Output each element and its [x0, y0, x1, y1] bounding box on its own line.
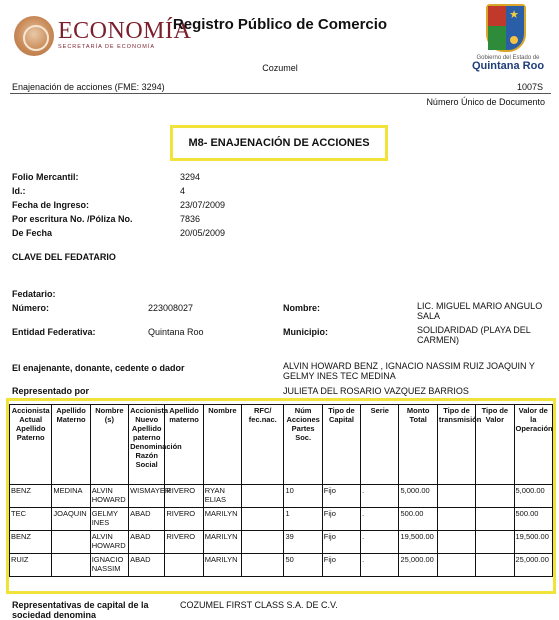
- col-header: Accionista Nuevo Apellido paterno Denominación Razón Social: [129, 405, 165, 485]
- fecha-value: 20/05/2009: [180, 228, 226, 238]
- representativas-label: Representativas de capital de la sociedad denomina: [12, 600, 149, 620]
- fedatario-label: Fedatario:: [12, 289, 56, 299]
- org-name: ECONOMÍA: [58, 18, 192, 44]
- table-cell: [165, 554, 203, 577]
- document-number: 1007S: [516, 82, 543, 92]
- table-cell: ABAD: [129, 508, 165, 531]
- table-cell: MARILYN: [203, 508, 241, 531]
- table-cell: [476, 554, 514, 577]
- escritura-value: 7836: [180, 214, 201, 224]
- col-header: Valor de la Operación: [514, 405, 552, 485]
- representativas-value: COZUMEL FIRST CLASS S.A. DE C.V.: [180, 600, 338, 610]
- table-cell: ALVIN HOWARD: [90, 531, 128, 554]
- table-cell: [242, 531, 284, 554]
- col-header: RFC/ fec.nac.: [242, 405, 284, 485]
- clave-fedatario-label: CLAVE DEL FEDATARIO: [12, 252, 116, 262]
- table-cell: 10: [284, 485, 322, 508]
- table-cell: [242, 554, 284, 577]
- table-cell: RYAN ELIAS: [203, 485, 241, 508]
- gov-label: Gobierno del Estado de: [476, 55, 540, 61]
- escritura-label: Por escritura No. /Póliza No.: [12, 214, 133, 224]
- municipio-value: SOLIDARIDAD (PLAYA DEL CARMEN): [417, 325, 531, 345]
- table-header-row: [10, 405, 553, 485]
- table-cell: BENZ: [10, 531, 52, 554]
- table-body: [10, 485, 553, 577]
- form-title: M8- ENAJENACIÓN DE ACCIONES: [188, 137, 370, 149]
- col-header: Apellido Materno: [52, 405, 90, 485]
- table-cell: 19,500.00: [514, 531, 552, 554]
- nombre-value: LIC. MIGUEL MARIO ANGULO SALA: [417, 301, 543, 321]
- gov-name: Quintana Roo: [471, 60, 545, 72]
- table-cell: IGNACIO NASSIM: [90, 554, 128, 577]
- col-header: Nombre (s): [90, 405, 128, 485]
- table-cell: 19,500.00: [399, 531, 437, 554]
- col-header: Tipo de Valor: [476, 405, 514, 485]
- table-cell: 500.00: [514, 508, 552, 531]
- quintana-roo-shield-logo: ★: [486, 4, 526, 52]
- table-cell: JOAQUIN: [52, 508, 90, 531]
- table-cell: [52, 554, 90, 577]
- table-cell: WISMAYER: [129, 485, 165, 508]
- table-cell: ABAD: [129, 531, 165, 554]
- col-header: Tipo de Capital: [322, 405, 360, 485]
- table-cell: .: [361, 485, 399, 508]
- col-header: Tipo de transmisión: [437, 405, 475, 485]
- table-row: [10, 508, 553, 531]
- table-cell: [437, 485, 475, 508]
- table-cell: 5,000.00: [514, 485, 552, 508]
- table-cell: .: [361, 531, 399, 554]
- table-cell: .: [361, 554, 399, 577]
- table-cell: MARILYN: [203, 554, 241, 577]
- table-cell: TEC: [10, 508, 52, 531]
- table-cell: .: [361, 508, 399, 531]
- form-title-highlight: [170, 125, 388, 161]
- table-cell: 500.00: [399, 508, 437, 531]
- col-header: Apellido materno: [165, 405, 203, 485]
- page-title: Registro Público de Comercio: [172, 16, 388, 33]
- office-location: Cozumel: [262, 63, 298, 73]
- table-cell: [437, 531, 475, 554]
- table-cell: [476, 531, 514, 554]
- table-cell: [242, 485, 284, 508]
- table-cell: 1: [284, 508, 322, 531]
- table-cell: MARILYN: [203, 531, 241, 554]
- table-cell: [476, 485, 514, 508]
- municipio-label: Municipio:: [283, 327, 328, 337]
- entidad-value: Quintana Roo: [148, 327, 204, 337]
- numero-label: Número:: [12, 303, 50, 313]
- table-cell: BENZ: [10, 485, 52, 508]
- folio-label: Folio Mercantil:: [12, 172, 79, 182]
- col-header: Accionista Actual Apellido Paterno: [10, 405, 52, 485]
- enajenante-label: El enajenante, donante, cedente o dador: [12, 363, 185, 373]
- table-cell: GELMY INES: [90, 508, 128, 531]
- document-type: Enajenación de acciones (FME: 3294): [12, 82, 165, 92]
- table-cell: 25,000.00: [399, 554, 437, 577]
- table-cell: RIVERO: [165, 531, 203, 554]
- economia-seal-logo: [14, 16, 54, 56]
- header-divider: [10, 93, 551, 94]
- table-cell: 39: [284, 531, 322, 554]
- id-value: 4: [180, 186, 186, 196]
- table-cell: 25,000.00: [514, 554, 552, 577]
- id-label: Id.:: [12, 186, 26, 196]
- col-header: Serie: [361, 405, 399, 485]
- entidad-label: Entidad Federativa:: [12, 327, 96, 337]
- representado-value: JULIETA DEL ROSARIO VAZQUEZ BARRIOS: [283, 386, 469, 396]
- table-cell: ALVIN HOWARD: [90, 485, 128, 508]
- col-header: Nombre: [203, 405, 241, 485]
- fecha-ingreso-label: Fecha de Ingreso:: [12, 200, 90, 210]
- table-cell: MEDINA: [52, 485, 90, 508]
- table-cell: Fijo: [322, 531, 360, 554]
- table-cell: RIVERO: [165, 508, 203, 531]
- table-cell: [437, 508, 475, 531]
- table-cell: Fijo: [322, 554, 360, 577]
- table-row: [10, 485, 553, 508]
- table-cell: [476, 508, 514, 531]
- folio-value: 3294: [180, 172, 201, 182]
- table-cell: [242, 508, 284, 531]
- col-header: Núm Acciones Partes Soc.: [284, 405, 322, 485]
- nombre-label: Nombre:: [283, 303, 321, 313]
- numero-value: 223008027: [148, 303, 194, 313]
- table-cell: [437, 554, 475, 577]
- shareholder-table: [9, 404, 553, 577]
- col-header: Monto Total: [399, 405, 437, 485]
- table-cell: RIVERO: [165, 485, 203, 508]
- table-cell: ABAD: [129, 554, 165, 577]
- org-subtitle: SECRETARÍA DE ECONOMÍA: [58, 44, 156, 50]
- table-cell: Fijo: [322, 485, 360, 508]
- fecha-label: De Fecha: [12, 228, 53, 238]
- table-cell: [52, 531, 90, 554]
- table-cell: RUIZ: [10, 554, 52, 577]
- representado-label: Representado por: [12, 386, 90, 396]
- fecha-ingreso-value: 23/07/2009: [180, 200, 226, 210]
- table-cell: 5,000.00: [399, 485, 437, 508]
- table-row: [10, 531, 553, 554]
- enajenante-value: ALVIN HOWARD BENZ , IGNACIO NASSIM RUIZ JOAQUIN Y GELMY INES TEC MEDINA: [283, 361, 535, 381]
- table-cell: Fijo: [322, 508, 360, 531]
- document-number-caption: Número Único de Documento: [426, 97, 545, 107]
- table-row: [10, 554, 553, 577]
- table-cell: 50: [284, 554, 322, 577]
